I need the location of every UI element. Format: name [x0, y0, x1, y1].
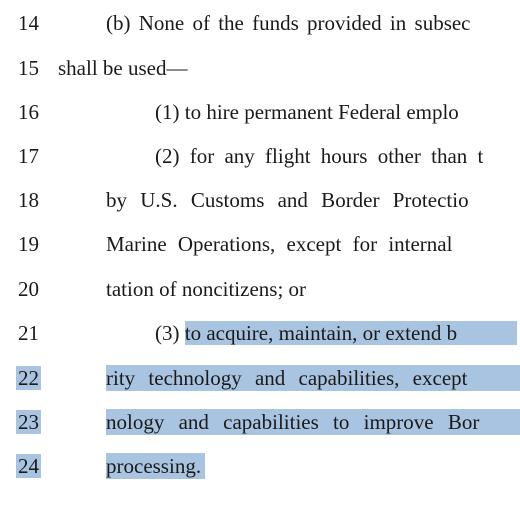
text-line: Marine Operations, except for internal	[106, 232, 453, 256]
text-line: by U.S. Customs and Border Protectio	[106, 188, 469, 212]
highlighted-text[interactable]: processing.	[106, 453, 205, 479]
text-line: (2) for any flight hours other than t	[155, 144, 484, 168]
text-line: shall be used—	[58, 56, 188, 80]
text-line: (b) None of the funds provided in subsec	[106, 11, 471, 35]
line-number: 21	[18, 321, 39, 345]
line-number: 20	[18, 277, 39, 301]
highlighted-line-number: 24	[18, 454, 39, 478]
highlighted-line-number: 23	[18, 410, 39, 434]
list-item-marker: (3)	[155, 321, 185, 345]
line-number	[18, 365, 46, 391]
line-number: 16	[18, 100, 39, 124]
line-number: 15	[18, 56, 39, 80]
text-line: tation of noncitizens; or	[106, 277, 307, 301]
text-line: (1) to hire permanent Federal emplo	[155, 100, 459, 124]
text-line	[155, 320, 517, 346]
highlighted-text[interactable]: to acquire, maintain, or extend b	[185, 321, 517, 345]
line-number: 14	[18, 11, 39, 35]
line-number	[18, 453, 46, 479]
highlighted-text[interactable]: rity technology and capabilities, except	[106, 365, 520, 391]
line-number: 17	[18, 144, 39, 168]
line-number	[18, 409, 46, 435]
line-number: 18	[18, 188, 39, 212]
highlighted-text[interactable]: nology and capabilities to improve Bor	[106, 409, 520, 435]
line-number: 19	[18, 232, 39, 256]
highlighted-line-number: 22	[18, 366, 39, 390]
